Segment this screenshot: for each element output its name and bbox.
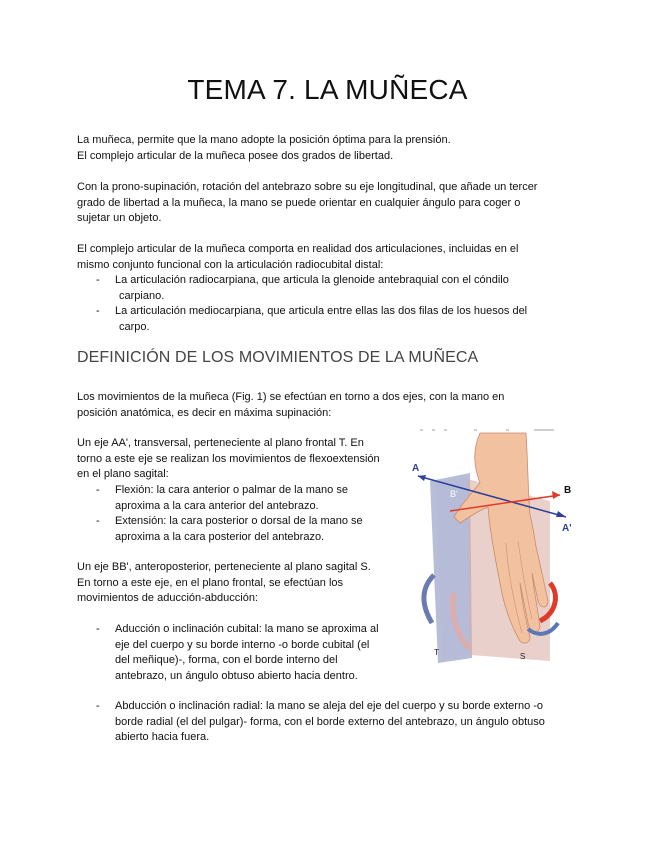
- arrow-head-a-prime: [556, 511, 566, 517]
- list-item-line: aproxima a la cara posterior del antebrazo.: [115, 530, 325, 543]
- adduction-list: [96, 622, 379, 684]
- list-item: [96, 273, 527, 304]
- list-item-line: borde radial (el del pulgar)- forma, con el borde externo del antebrazo, un ángulo obtuso: [115, 715, 545, 728]
- rotation-arrow-left: [424, 575, 434, 623]
- list-item: [96, 304, 528, 335]
- pronosupination-line-2: grado de libertad a la muñeca, la mano se puede orientar en cualquier ángulo para coger o: [77, 197, 521, 209]
- axis-bb-line-2: En torno a este eje, en el plano frontal, se efectúan los: [77, 577, 344, 589]
- list-item-line: Aducción o inclinación cubital: la mano se aproxima al: [115, 623, 379, 635]
- label-t: T: [434, 648, 439, 657]
- wrist-axes-illustration: [410, 423, 570, 668]
- articulation-list: [96, 273, 528, 335]
- complex-line-1: El complejo articular de la muñeca comporta en realidad dos articulaciones, incluidas en el: [77, 243, 519, 255]
- label-b-prime: B': [450, 489, 458, 499]
- label-a: A: [412, 463, 420, 474]
- label-s: S: [520, 652, 526, 661]
- arrow-head-b: [552, 491, 560, 499]
- list-item: [96, 699, 545, 746]
- axis-bb-line-1: Un eje BB', anteroposterior, perteneciente al plano sagital S.: [77, 561, 371, 573]
- label-b: B: [564, 485, 572, 496]
- list-item-line: Extensión: la cara posterior o dorsal de la mano se: [115, 515, 363, 527]
- list-item-line: aproxima a la cara anterior del antebrazo.: [115, 499, 319, 512]
- pronosupination-line-3: sujetar un objeto.: [77, 212, 162, 224]
- section-heading: DEFINICIÓN DE LOS MOVIMIENTOS DE LA MUÑECA: [77, 349, 479, 366]
- bullet-dash: -: [96, 484, 100, 496]
- bullet-dash: -: [96, 700, 100, 712]
- pronosupination-line-1: Con la prono-supinación, rotación del antebrazo sobre su eje longitudinal, que añade un tercer: [77, 181, 538, 193]
- list-item-line: Abducción o inclinación radial: la mano se aleja del eje del cuerpo y su borde externo -o: [115, 700, 544, 712]
- figure-header-marks: [420, 429, 554, 431]
- complex-line-2: mismo conjunto funcional con la articulación radiocubital distal:: [77, 259, 384, 271]
- list-item-line: Flexión: la cara anterior o palmar de la mano se: [115, 484, 348, 496]
- wrist-axes-figure: [410, 423, 570, 668]
- axis-aa-line-1: Un eje AA', transversal, perteneciente al plano frontal T. En: [77, 437, 364, 449]
- list-item-line: del meñique)-, forma, con el borde interno del: [115, 654, 338, 666]
- list-item-line: eje del cuerpo y su borde interno -o borde cubital (el: [115, 638, 370, 651]
- flexoextension-list: [96, 483, 363, 545]
- label-a-prime: A': [562, 523, 572, 534]
- movements-intro-line-2: posición anatómica, es decir en máxima supinación:: [77, 407, 332, 419]
- list-item-line: carpo.: [119, 320, 150, 333]
- list-item-line: La articulación radiocarpiana, que articula la glenoide antebraquial con el cóndilo: [115, 274, 509, 286]
- arrow-head-a: [418, 475, 426, 481]
- axis-bb-line-3: movimientos de aducción-abducción:: [77, 592, 258, 604]
- bullet-dash: -: [96, 274, 100, 286]
- list-item: [96, 514, 363, 545]
- bullet-dash: -: [96, 623, 100, 635]
- list-item-line: abierto hacia fuera.: [115, 731, 210, 743]
- page-title: TEMA 7. LA MUÑECA: [187, 74, 468, 105]
- list-item-line: La articulación mediocarpiana, que articula entre ellas las dos filas de los huesos del: [115, 305, 528, 317]
- abduction-list: [96, 699, 545, 746]
- movements-intro-line-1: Los movimientos de la muñeca (Fig. 1) se efectúan en torno a dos ejes, con la mano en: [77, 391, 505, 403]
- axis-aa-line-2: torno a este eje se realizan los movimientos de flexoextensión: [77, 453, 380, 465]
- bullet-dash: -: [96, 515, 100, 527]
- list-item: [96, 622, 379, 684]
- list-item-line: antebrazo, un ángulo obtuso abierto hacia dentro.: [115, 669, 358, 682]
- intro-line-2: El complejo articular de la muñeca posee dos grados de libertad.: [77, 150, 394, 162]
- bullet-dash: -: [96, 305, 100, 317]
- axis-aa-line-3: en el plano sagital:: [77, 468, 169, 480]
- list-item-line: carpiano.: [119, 289, 165, 302]
- list-item: [96, 483, 363, 514]
- intro-line-1: La muñeca, permite que la mano adopte la posición óptima para la prensión.: [77, 134, 451, 146]
